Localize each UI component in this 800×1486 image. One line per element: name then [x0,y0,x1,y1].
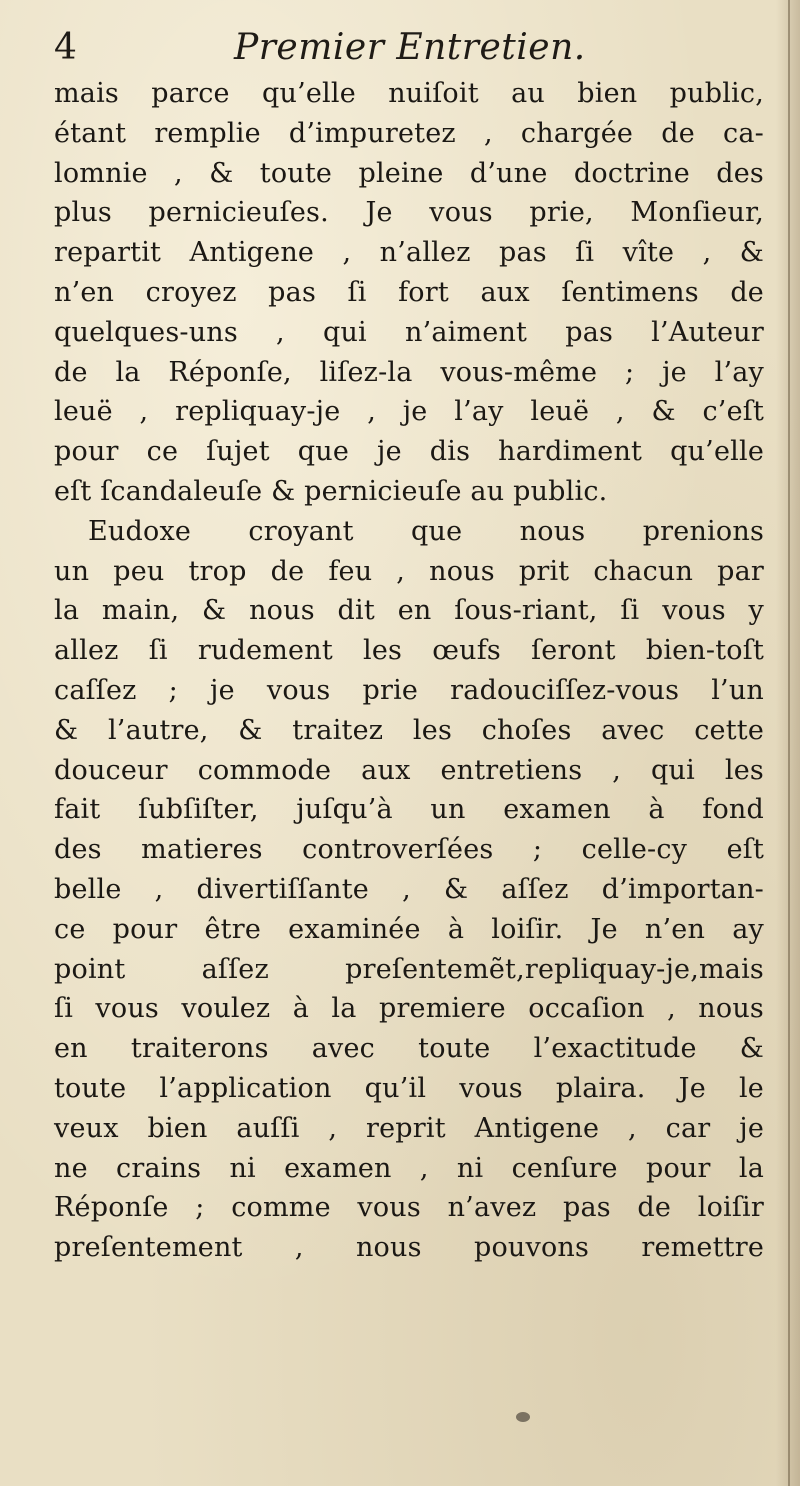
text-line: la main, & nous dit en ſous-riant, ſi vous y [54,595,764,627]
text-line: douceur commode aux entretiens , qui les [54,754,764,786]
text-line: fait ſubſiſter, juſqu’à un examen à fond [54,794,764,826]
text-line: mais parce qu’elle nuiſoit au bien public, [54,78,764,109]
text-line: & l’autre, & traitez les choſes avec cette [54,714,764,746]
page-header [54,22,754,74]
text-line: ne crains ni examen , ni cenſure pour la [54,1152,764,1184]
page-number: 4 [54,27,77,68]
text-line: plus pernicieuſes. Je vous prie, Monſieur, [54,197,764,229]
text-line: veux bien auſſi , reprit Antigene , car je [54,1112,764,1144]
text-line: quelques-uns , qui n’aiment pas l’Auteur [54,316,764,348]
ink-blot [516,1412,530,1422]
page-edge-line [788,0,790,1486]
text-line: Eudoxe croyant que nous prenions [88,515,764,547]
text-line: des matieres controverſées ; celle-cy eſt [54,834,764,866]
body-text [54,74,764,1268]
text-line: repartit Antigene , n’allez pas ſi vîte , & [54,237,764,269]
text-line: caſſez ; je vous prie radouciſſez-vous l’un [54,674,764,706]
text-line: belle , divertiſſante , & aſſez d’importan- [54,873,764,905]
text-line: de la Réponſe, liſez-la vous-même ; je l’ay [54,356,764,388]
text-line: preſentement , nous pouvons remettre [54,1232,764,1264]
text-line: en traiterons avec toute l’exactitude & [54,1033,764,1065]
text-line: pour ce ſujet que je dis hardiment qu’elle [54,436,764,468]
text-line: toute l’application qu’il vous plaira. Je le [54,1072,764,1104]
text-line: allez ſi rudement les œufs ſeront bien-toſt [54,635,764,667]
text-line: un peu trop de feu , nous prit chacun par [54,555,764,587]
text-line: eſt ſcandaleuſe & pernicieuſe au public. [54,475,608,507]
text-line: leuë , repliquay-je , je l’ay leuë , & c’eſt [54,396,764,428]
text-line: Réponſe ; comme vous n’avez pas de loiſir [54,1192,764,1224]
text-line: ce pour être examinée à loiſir. Je n’en ay [54,913,764,945]
text-line: ſi vous voulez à la premiere occaſion , nous [54,993,764,1025]
text-line: n’en croyez pas ſi fort aux ſentimens de [54,276,764,308]
running-head: Premier Entretien. [234,27,586,68]
text-line: étant remplie d’impuretez , chargée de ca- [54,117,764,149]
text-line: point aſſez preſentemẽt,repliquay-je,mais [54,953,764,985]
text-line: lomnie , & toute pleine d’une doctrine des [54,157,764,189]
